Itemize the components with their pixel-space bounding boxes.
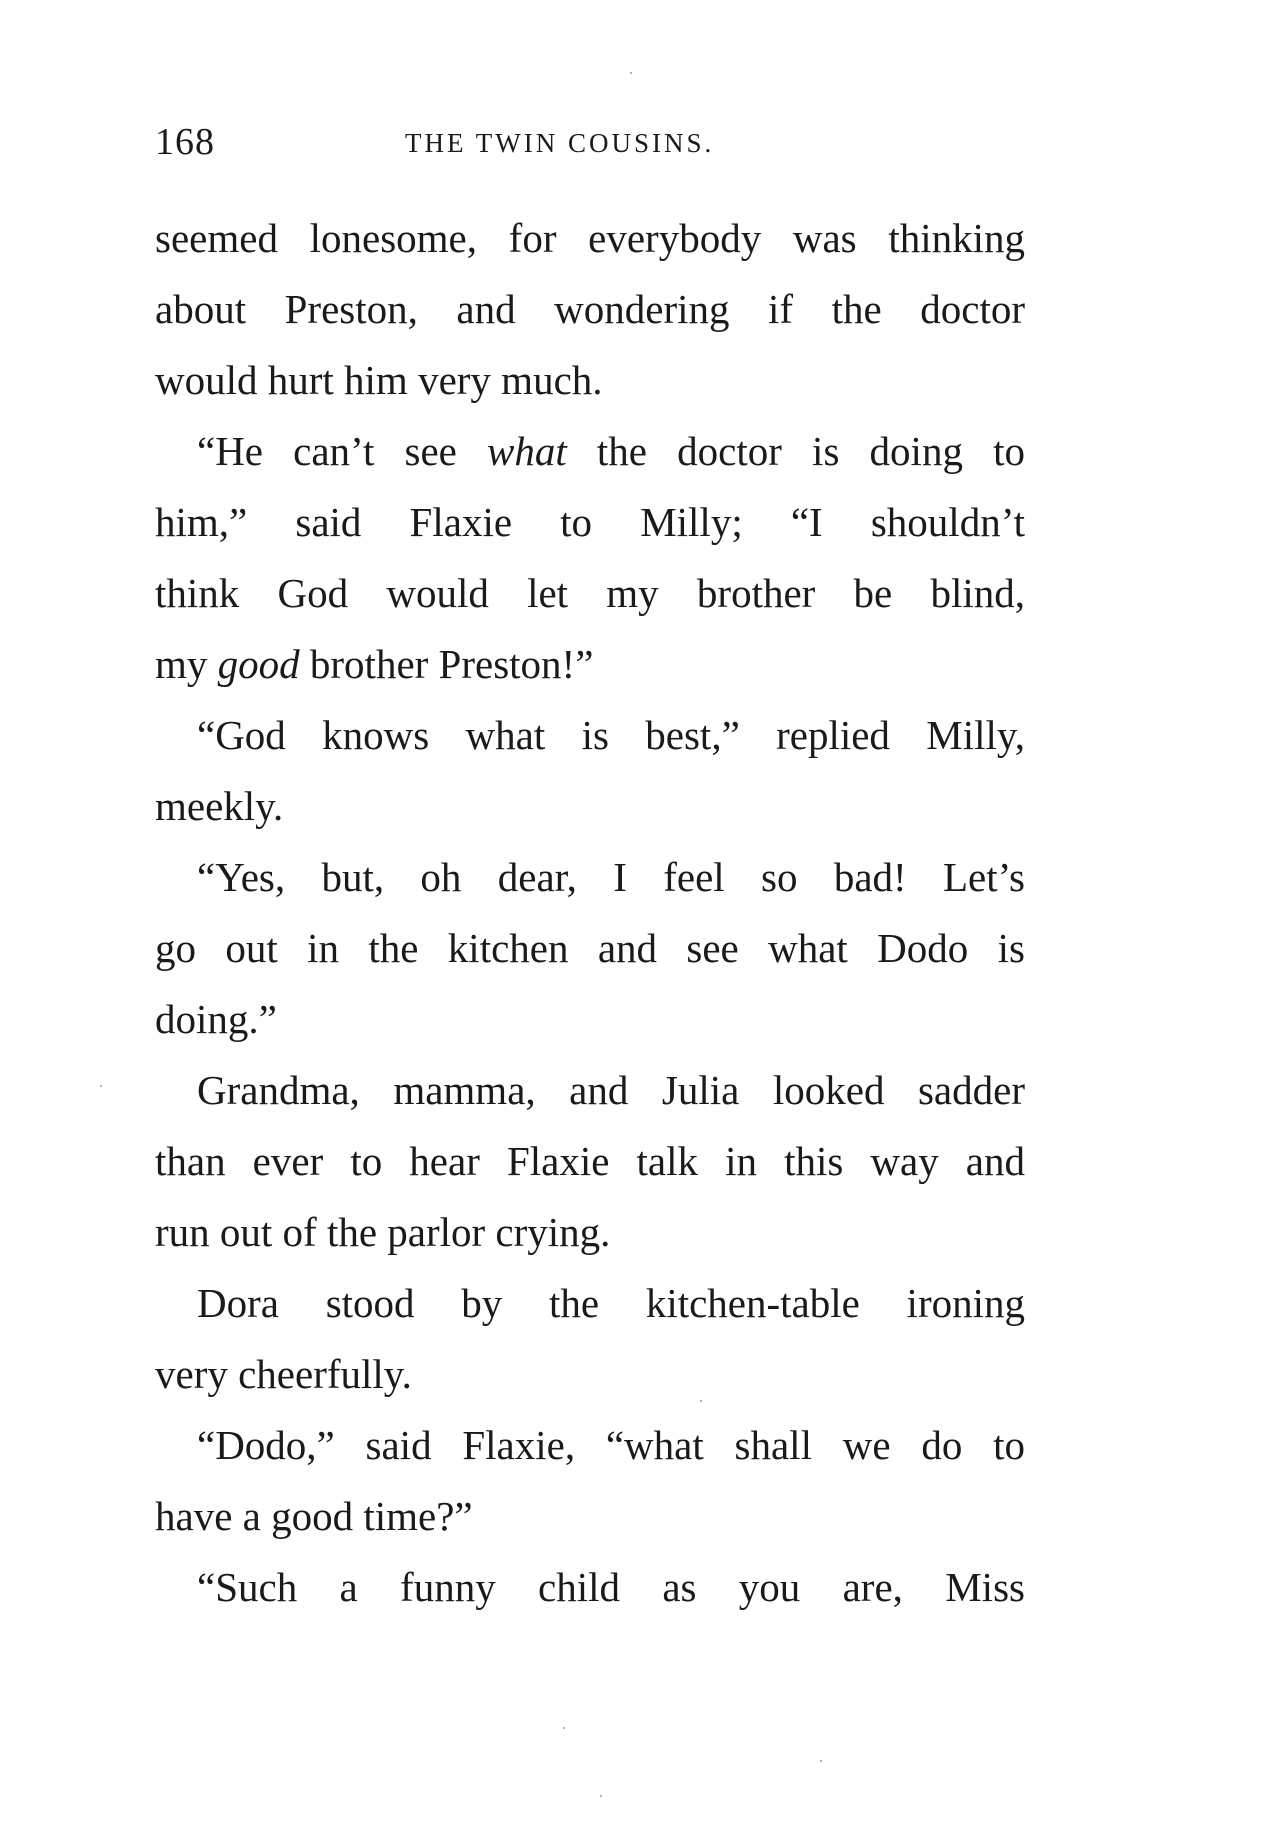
text-line: “Yes, but, oh dear, I feel so bad! Let’s bbox=[197, 854, 1025, 900]
text-line: than ever to hear Flaxie talk in this way and bbox=[155, 1138, 1025, 1184]
text-line: seemed lonesome, for everybody was thinking bbox=[155, 215, 1025, 261]
text-line: about Preston, and wondering if the doctor bbox=[155, 286, 1025, 332]
page-number: 168 bbox=[155, 121, 215, 163]
paper-speck bbox=[563, 1727, 565, 1729]
text-line: go out in the kitchen and see what Dodo is bbox=[155, 925, 1025, 971]
text-line: “God knows what is best,” replied Milly, bbox=[197, 712, 1025, 758]
text-line: Grandma, mamma, and Julia looked sadder bbox=[197, 1067, 1025, 1113]
text-line: would hurt him very much. bbox=[155, 357, 603, 403]
text-line: “Such a funny child as you are, Miss bbox=[197, 1564, 1025, 1610]
text-line: think God would let my brother be blind, bbox=[155, 570, 1025, 616]
emphasized-word: what bbox=[487, 428, 567, 474]
text-line: very cheerfully. bbox=[155, 1351, 412, 1397]
emphasized-word: good bbox=[217, 641, 300, 687]
text-line: meekly. bbox=[155, 783, 284, 829]
text-line: doing.” bbox=[155, 996, 277, 1042]
body-text bbox=[155, 203, 1025, 1623]
text-line: “He can’t see what the doctor is doing to bbox=[197, 428, 1025, 474]
page-header bbox=[155, 120, 1030, 170]
text-line: run out of the parlor crying. bbox=[155, 1209, 611, 1255]
paper-speck bbox=[820, 1760, 822, 1762]
text-line: Dora stood by the kitchen-table ironing bbox=[197, 1280, 1025, 1326]
paper-speck bbox=[100, 1085, 102, 1087]
paper-speck bbox=[700, 1400, 702, 1402]
paper-speck bbox=[630, 72, 632, 74]
paper-speck bbox=[600, 1795, 602, 1797]
running-title: THE TWIN COUSINS. bbox=[405, 128, 715, 158]
text-line: my good brother Preston!” bbox=[155, 641, 594, 687]
text-line: “Dodo,” said Flaxie, “what shall we do to bbox=[197, 1422, 1025, 1468]
text-line: him,” said Flaxie to Milly; “I shouldn’t bbox=[155, 499, 1025, 545]
text-line: have a good time?” bbox=[155, 1493, 473, 1539]
